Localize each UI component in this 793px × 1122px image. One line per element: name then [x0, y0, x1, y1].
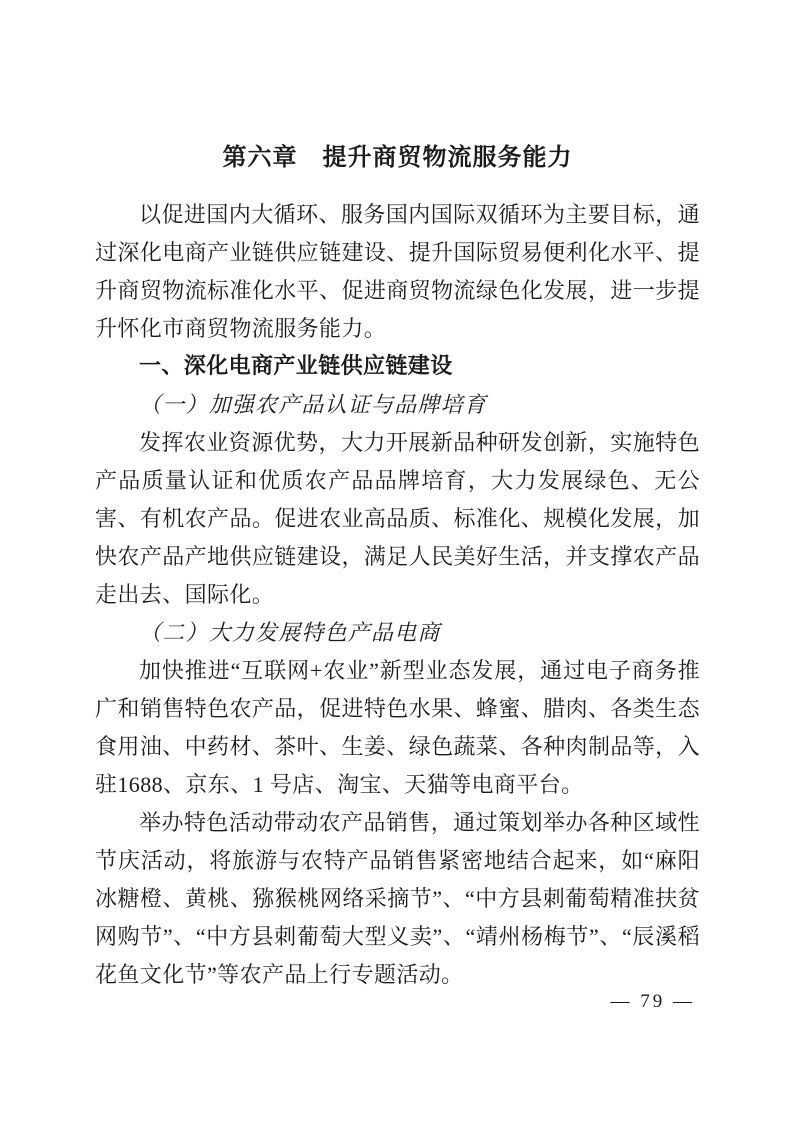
- subsection-heading-1-2: （二）大力发展特色产品电商: [139, 620, 441, 645]
- subsection-heading-1-1: （一）加强农产品认证与品牌培育: [139, 392, 488, 417]
- subsection-1-2-paragraph-2: 举办特色活动带动农产品销售，通过策划举办各种区域性节庆活动，将旅游与农特产品销售紧密地结合起来，如“麻阳冰糖橙、黄桃、猕猴桃网络采摘节”、“中方县刺葡萄精准扶贫网购节”、“中方县刺葡萄大型义卖”、“靖州杨梅节”、“辰溪稻花鱼文化节”等农产品上行专题活动。: [95, 810, 700, 987]
- subsection-1-1-paragraph: 发挥农业资源优势，大力开展新品种研发创新，实施特色产品质量认证和优质农产品品牌培育，大力发展绿色、无公害、有机农产品。促进农业高品质、标准化、规模化发展，加快农产品产地供应链建设，满足人民美好生活，并支撑农产品走出去、国际化。: [95, 430, 700, 607]
- chapter-title: 第六章 提升商贸物流服务能力: [222, 143, 573, 171]
- page-number: — 79 —: [610, 991, 695, 1012]
- section-heading-1: 一、深化电商产业链供应链建设: [139, 354, 453, 379]
- intro-paragraph: 以促进国内大循环、服务国内国际双循环为主要目标，通过深化电商产业链供应链建设、提升国际贸易便利化水平、提升商贸物流标准化水平、促进商贸物流绿色化发展，进一步提升怀化市商贸物流服务能力。: [95, 202, 700, 341]
- subsection-1-2-paragraph-1: 加快推进“互联网+农业”新型业态发展，通过电子商务推广和销售特色农产品，促进特色水果、蜂蜜、腊肉、各类生态食用油、中药材、茶叶、生姜、绿色蔬菜、各种肉制品等，入驻1688、京东、1 号店、淘宝、天猫等电商平台。: [95, 658, 700, 797]
